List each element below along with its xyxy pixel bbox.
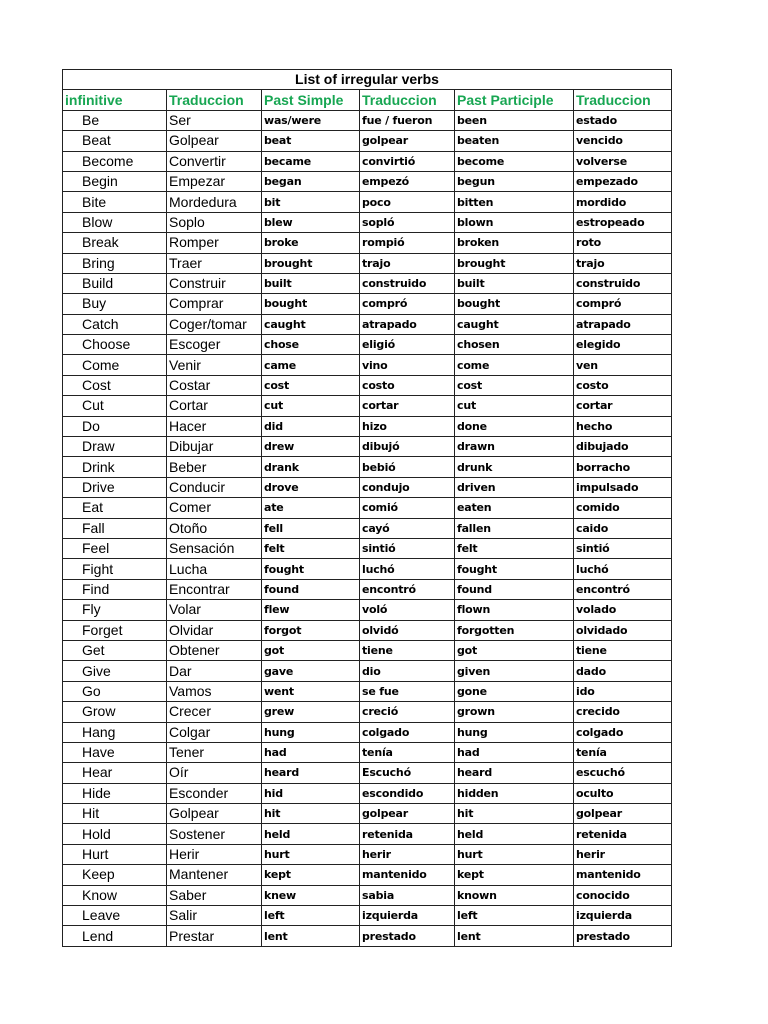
past-participle-traduccion-cell: comido: [574, 498, 672, 518]
past-participle-cell: heard: [455, 763, 574, 783]
table-row: [63, 171, 672, 191]
traduccion-cell: Romper: [167, 233, 262, 253]
past-participle-traduccion-cell: trajo: [574, 253, 672, 273]
traduccion-cell: Olvidar: [167, 620, 262, 640]
past-simple-cell: blew: [262, 212, 360, 232]
past-participle-traduccion-cell: atrapado: [574, 314, 672, 334]
infinitive-cell: Lend: [63, 926, 167, 946]
past-simple-traduccion-cell: colgado: [360, 722, 455, 742]
past-simple-traduccion-cell: empezó: [360, 171, 455, 191]
past-participle-traduccion-cell: encontró: [574, 579, 672, 599]
past-participle-traduccion-cell: empezado: [574, 171, 672, 191]
infinitive-cell: Bring: [63, 253, 167, 273]
table-row: [63, 702, 672, 722]
past-simple-cell: fought: [262, 559, 360, 579]
past-participle-cell: kept: [455, 865, 574, 885]
traduccion-cell: Obtener: [167, 640, 262, 660]
infinitive-cell: Buy: [63, 294, 167, 314]
past-participle-cell: fallen: [455, 518, 574, 538]
past-participle-traduccion-cell: mantenido: [574, 865, 672, 885]
past-simple-traduccion-cell: dio: [360, 661, 455, 681]
table-row: [63, 498, 672, 518]
traduccion-cell: Venir: [167, 355, 262, 375]
past-simple-traduccion-cell: hizo: [360, 416, 455, 436]
past-simple-cell: bought: [262, 294, 360, 314]
table-title: List of irregular verbs: [63, 70, 672, 90]
past-simple-traduccion-cell: comió: [360, 498, 455, 518]
past-participle-traduccion-cell: sintió: [574, 538, 672, 558]
past-participle-traduccion-cell: mordido: [574, 192, 672, 212]
past-simple-cell: knew: [262, 885, 360, 905]
past-participle-traduccion-cell: tenía: [574, 742, 672, 762]
past-simple-traduccion-cell: se fue: [360, 681, 455, 701]
past-simple-traduccion-cell: condujo: [360, 477, 455, 497]
traduccion-cell: Lucha: [167, 559, 262, 579]
traduccion-cell: Salir: [167, 906, 262, 926]
table-row: [63, 926, 672, 946]
table-row: [63, 151, 672, 171]
past-participle-cell: had: [455, 742, 574, 762]
past-simple-traduccion-cell: convirtió: [360, 151, 455, 171]
table-row: [63, 844, 672, 864]
past-simple-cell: bit: [262, 192, 360, 212]
table-row: [63, 579, 672, 599]
irregular-verbs-table: [62, 69, 672, 947]
past-participle-cell: held: [455, 824, 574, 844]
past-participle-cell: beaten: [455, 131, 574, 151]
past-simple-traduccion-cell: voló: [360, 600, 455, 620]
past-simple-traduccion-cell: luchó: [360, 559, 455, 579]
past-participle-traduccion-cell: compró: [574, 294, 672, 314]
table-row: [63, 314, 672, 334]
past-participle-traduccion-cell: ven: [574, 355, 672, 375]
past-simple-cell: kept: [262, 865, 360, 885]
past-participle-cell: done: [455, 416, 574, 436]
past-simple-cell: found: [262, 579, 360, 599]
traduccion-cell: Dar: [167, 661, 262, 681]
past-simple-traduccion-cell: Escuchó: [360, 763, 455, 783]
infinitive-cell: Cut: [63, 396, 167, 416]
traduccion-cell: Mantener: [167, 865, 262, 885]
infinitive-cell: Hold: [63, 824, 167, 844]
header-traduccion-2: Traduccion: [360, 90, 455, 110]
infinitive-cell: Hang: [63, 722, 167, 742]
table-row: [63, 192, 672, 212]
past-simple-traduccion-cell: tenía: [360, 742, 455, 762]
traduccion-cell: Escoger: [167, 335, 262, 355]
past-simple-cell: drank: [262, 457, 360, 477]
past-participle-cell: grown: [455, 702, 574, 722]
infinitive-cell: Fall: [63, 518, 167, 538]
title-row: [63, 70, 672, 90]
past-participle-cell: felt: [455, 538, 574, 558]
past-simple-cell: became: [262, 151, 360, 171]
past-simple-cell: went: [262, 681, 360, 701]
table-row: [63, 437, 672, 457]
traduccion-cell: Convertir: [167, 151, 262, 171]
past-participle-cell: drawn: [455, 437, 574, 457]
traduccion-cell: Dibujar: [167, 437, 262, 457]
past-simple-traduccion-cell: olvidó: [360, 620, 455, 640]
traduccion-cell: Sostener: [167, 824, 262, 844]
past-simple-cell: was/were: [262, 110, 360, 130]
table-row: [63, 559, 672, 579]
past-simple-traduccion-cell: retenida: [360, 824, 455, 844]
past-simple-cell: cut: [262, 396, 360, 416]
table-row: [63, 681, 672, 701]
table-row: [63, 906, 672, 926]
infinitive-cell: Get: [63, 640, 167, 660]
traduccion-cell: Conducir: [167, 477, 262, 497]
table-row: [63, 294, 672, 314]
header-past-participle: Past Participle: [455, 90, 574, 110]
past-simple-cell: forgot: [262, 620, 360, 640]
infinitive-cell: Begin: [63, 171, 167, 191]
past-participle-cell: blown: [455, 212, 574, 232]
traduccion-cell: Construir: [167, 273, 262, 293]
past-participle-cell: bitten: [455, 192, 574, 212]
past-participle-cell: gone: [455, 681, 574, 701]
past-participle-traduccion-cell: hecho: [574, 416, 672, 436]
infinitive-cell: Know: [63, 885, 167, 905]
past-participle-traduccion-cell: estropeado: [574, 212, 672, 232]
past-participle-traduccion-cell: colgado: [574, 722, 672, 742]
past-participle-cell: eaten: [455, 498, 574, 518]
past-participle-traduccion-cell: cortar: [574, 396, 672, 416]
infinitive-cell: Grow: [63, 702, 167, 722]
infinitive-cell: Drive: [63, 477, 167, 497]
table-row: [63, 253, 672, 273]
infinitive-cell: Hear: [63, 763, 167, 783]
infinitive-cell: Catch: [63, 314, 167, 334]
past-simple-cell: beat: [262, 131, 360, 151]
past-simple-cell: broke: [262, 233, 360, 253]
past-simple-cell: lent: [262, 926, 360, 946]
past-participle-cell: built: [455, 273, 574, 293]
traduccion-cell: Volar: [167, 600, 262, 620]
past-simple-cell: hid: [262, 783, 360, 803]
traduccion-cell: Empezar: [167, 171, 262, 191]
past-simple-cell: felt: [262, 538, 360, 558]
past-participle-traduccion-cell: tiene: [574, 640, 672, 660]
traduccion-cell: Prestar: [167, 926, 262, 946]
past-simple-traduccion-cell: sabia: [360, 885, 455, 905]
past-simple-cell: brought: [262, 253, 360, 273]
table-row: [63, 416, 672, 436]
traduccion-cell: Golpear: [167, 131, 262, 151]
past-participle-cell: fought: [455, 559, 574, 579]
traduccion-cell: Sensación: [167, 538, 262, 558]
past-simple-cell: did: [262, 416, 360, 436]
past-participle-traduccion-cell: elegido: [574, 335, 672, 355]
past-simple-cell: hung: [262, 722, 360, 742]
past-simple-traduccion-cell: escondido: [360, 783, 455, 803]
past-simple-cell: chose: [262, 335, 360, 355]
past-simple-traduccion-cell: trajo: [360, 253, 455, 273]
past-participle-traduccion-cell: conocido: [574, 885, 672, 905]
past-participle-traduccion-cell: construido: [574, 273, 672, 293]
infinitive-cell: Give: [63, 661, 167, 681]
table-row: [63, 212, 672, 232]
infinitive-cell: Cost: [63, 375, 167, 395]
past-participle-traduccion-cell: dibujado: [574, 437, 672, 457]
past-participle-traduccion-cell: oculto: [574, 783, 672, 803]
past-simple-traduccion-cell: sintió: [360, 538, 455, 558]
traduccion-cell: Vamos: [167, 681, 262, 701]
infinitive-cell: Build: [63, 273, 167, 293]
past-simple-traduccion-cell: golpear: [360, 804, 455, 824]
past-simple-cell: gave: [262, 661, 360, 681]
past-simple-cell: left: [262, 906, 360, 926]
past-simple-traduccion-cell: costo: [360, 375, 455, 395]
traduccion-cell: Esconder: [167, 783, 262, 803]
traduccion-cell: Herir: [167, 844, 262, 864]
past-participle-cell: driven: [455, 477, 574, 497]
infinitive-cell: Choose: [63, 335, 167, 355]
past-participle-traduccion-cell: prestado: [574, 926, 672, 946]
traduccion-cell: Crecer: [167, 702, 262, 722]
past-simple-cell: drove: [262, 477, 360, 497]
table-row: [63, 865, 672, 885]
past-simple-traduccion-cell: izquierda: [360, 906, 455, 926]
table-row: [63, 742, 672, 762]
past-simple-traduccion-cell: atrapado: [360, 314, 455, 334]
past-simple-cell: held: [262, 824, 360, 844]
past-participle-cell: broken: [455, 233, 574, 253]
table-row: [63, 131, 672, 151]
header-infinitive: infinitive: [63, 90, 167, 110]
past-participle-traduccion-cell: olvidado: [574, 620, 672, 640]
past-simple-cell: had: [262, 742, 360, 762]
past-simple-cell: heard: [262, 763, 360, 783]
infinitive-cell: Go: [63, 681, 167, 701]
past-participle-cell: been: [455, 110, 574, 130]
past-participle-traduccion-cell: herir: [574, 844, 672, 864]
past-simple-cell: cost: [262, 375, 360, 395]
past-participle-traduccion-cell: borracho: [574, 457, 672, 477]
infinitive-cell: Become: [63, 151, 167, 171]
traduccion-cell: Tener: [167, 742, 262, 762]
table-row: [63, 457, 672, 477]
header-row: [63, 90, 672, 110]
past-simple-traduccion-cell: construido: [360, 273, 455, 293]
table-row: [63, 233, 672, 253]
infinitive-cell: Fly: [63, 600, 167, 620]
traduccion-cell: Beber: [167, 457, 262, 477]
past-simple-cell: came: [262, 355, 360, 375]
table-row: [63, 477, 672, 497]
past-participle-cell: become: [455, 151, 574, 171]
past-participle-traduccion-cell: retenida: [574, 824, 672, 844]
past-simple-cell: caught: [262, 314, 360, 334]
traduccion-cell: Encontrar: [167, 579, 262, 599]
past-participle-cell: left: [455, 906, 574, 926]
past-simple-traduccion-cell: cayó: [360, 518, 455, 538]
infinitive-cell: Hit: [63, 804, 167, 824]
past-participle-cell: found: [455, 579, 574, 599]
past-simple-traduccion-cell: prestado: [360, 926, 455, 946]
past-simple-cell: grew: [262, 702, 360, 722]
past-simple-cell: hit: [262, 804, 360, 824]
table-row: [63, 763, 672, 783]
past-simple-traduccion-cell: creció: [360, 702, 455, 722]
header-traduccion-3: Traduccion: [574, 90, 672, 110]
past-simple-cell: drew: [262, 437, 360, 457]
past-simple-cell: got: [262, 640, 360, 660]
past-simple-traduccion-cell: compró: [360, 294, 455, 314]
table-row: [63, 722, 672, 742]
past-participle-cell: caught: [455, 314, 574, 334]
past-simple-cell: flew: [262, 600, 360, 620]
traduccion-cell: Coger/tomar: [167, 314, 262, 334]
past-participle-cell: cost: [455, 375, 574, 395]
past-participle-traduccion-cell: golpear: [574, 804, 672, 824]
table-row: [63, 538, 672, 558]
table-row: [63, 661, 672, 681]
traduccion-cell: Otoño: [167, 518, 262, 538]
infinitive-cell: Eat: [63, 498, 167, 518]
past-participle-traduccion-cell: crecido: [574, 702, 672, 722]
past-simple-cell: ate: [262, 498, 360, 518]
infinitive-cell: Have: [63, 742, 167, 762]
past-simple-traduccion-cell: rompió: [360, 233, 455, 253]
past-participle-traduccion-cell: volado: [574, 600, 672, 620]
past-participle-cell: hit: [455, 804, 574, 824]
past-simple-traduccion-cell: golpear: [360, 131, 455, 151]
past-participle-traduccion-cell: izquierda: [574, 906, 672, 926]
table-row: [63, 783, 672, 803]
past-participle-cell: forgotten: [455, 620, 574, 640]
past-participle-cell: hung: [455, 722, 574, 742]
infinitive-cell: Fight: [63, 559, 167, 579]
infinitive-cell: Blow: [63, 212, 167, 232]
past-participle-traduccion-cell: estado: [574, 110, 672, 130]
past-participle-cell: brought: [455, 253, 574, 273]
infinitive-cell: Do: [63, 416, 167, 436]
past-participle-cell: flown: [455, 600, 574, 620]
past-simple-traduccion-cell: encontró: [360, 579, 455, 599]
infinitive-cell: Forget: [63, 620, 167, 640]
past-participle-cell: drunk: [455, 457, 574, 477]
past-participle-traduccion-cell: caido: [574, 518, 672, 538]
past-simple-traduccion-cell: sopló: [360, 212, 455, 232]
infinitive-cell: Hide: [63, 783, 167, 803]
infinitive-cell: Beat: [63, 131, 167, 151]
past-simple-traduccion-cell: mantenido: [360, 865, 455, 885]
past-participle-cell: cut: [455, 396, 574, 416]
past-participle-traduccion-cell: dado: [574, 661, 672, 681]
traduccion-cell: Cortar: [167, 396, 262, 416]
past-participle-cell: got: [455, 640, 574, 660]
traduccion-cell: Mordedura: [167, 192, 262, 212]
traduccion-cell: Ser: [167, 110, 262, 130]
traduccion-cell: Oír: [167, 763, 262, 783]
past-participle-cell: known: [455, 885, 574, 905]
table-row: [63, 355, 672, 375]
past-participle-traduccion-cell: luchó: [574, 559, 672, 579]
infinitive-cell: Leave: [63, 906, 167, 926]
past-simple-traduccion-cell: dibujó: [360, 437, 455, 457]
infinitive-cell: Draw: [63, 437, 167, 457]
table-row: [63, 885, 672, 905]
past-participle-cell: begun: [455, 171, 574, 191]
table-row: [63, 335, 672, 355]
past-participle-cell: given: [455, 661, 574, 681]
table-row: [63, 273, 672, 293]
past-participle-traduccion-cell: volverse: [574, 151, 672, 171]
table-row: [63, 518, 672, 538]
header-past-simple: Past Simple: [262, 90, 360, 110]
infinitive-cell: Find: [63, 579, 167, 599]
past-participle-traduccion-cell: ido: [574, 681, 672, 701]
infinitive-cell: Keep: [63, 865, 167, 885]
past-participle-cell: hidden: [455, 783, 574, 803]
traduccion-cell: Hacer: [167, 416, 262, 436]
past-participle-cell: bought: [455, 294, 574, 314]
past-simple-traduccion-cell: herir: [360, 844, 455, 864]
past-simple-traduccion-cell: eligió: [360, 335, 455, 355]
past-participle-cell: chosen: [455, 335, 574, 355]
past-participle-traduccion-cell: escuchó: [574, 763, 672, 783]
table-row: [63, 600, 672, 620]
table-row: [63, 824, 672, 844]
past-participle-cell: come: [455, 355, 574, 375]
past-participle-traduccion-cell: vencido: [574, 131, 672, 151]
header-traduccion-1: Traduccion: [167, 90, 262, 110]
traduccion-cell: Traer: [167, 253, 262, 273]
traduccion-cell: Comprar: [167, 294, 262, 314]
past-participle-traduccion-cell: costo: [574, 375, 672, 395]
past-simple-cell: began: [262, 171, 360, 191]
infinitive-cell: Be: [63, 110, 167, 130]
past-simple-traduccion-cell: fue / fueron: [360, 110, 455, 130]
traduccion-cell: Colgar: [167, 722, 262, 742]
table-row: [63, 620, 672, 640]
past-participle-traduccion-cell: impulsado: [574, 477, 672, 497]
infinitive-cell: Break: [63, 233, 167, 253]
past-participle-cell: hurt: [455, 844, 574, 864]
table-row: [63, 396, 672, 416]
past-participle-traduccion-cell: roto: [574, 233, 672, 253]
infinitive-cell: Bite: [63, 192, 167, 212]
past-simple-traduccion-cell: vino: [360, 355, 455, 375]
past-simple-cell: hurt: [262, 844, 360, 864]
infinitive-cell: Hurt: [63, 844, 167, 864]
table-row: [63, 110, 672, 130]
traduccion-cell: Comer: [167, 498, 262, 518]
table-row: [63, 804, 672, 824]
traduccion-cell: Saber: [167, 885, 262, 905]
table-row: [63, 375, 672, 395]
past-simple-traduccion-cell: bebió: [360, 457, 455, 477]
past-simple-cell: built: [262, 273, 360, 293]
past-simple-cell: fell: [262, 518, 360, 538]
past-simple-traduccion-cell: tiene: [360, 640, 455, 660]
traduccion-cell: Golpear: [167, 804, 262, 824]
traduccion-cell: Soplo: [167, 212, 262, 232]
table-row: [63, 640, 672, 660]
past-simple-traduccion-cell: poco: [360, 192, 455, 212]
infinitive-cell: Come: [63, 355, 167, 375]
past-simple-traduccion-cell: cortar: [360, 396, 455, 416]
infinitive-cell: Drink: [63, 457, 167, 477]
past-participle-cell: lent: [455, 926, 574, 946]
infinitive-cell: Feel: [63, 538, 167, 558]
traduccion-cell: Costar: [167, 375, 262, 395]
